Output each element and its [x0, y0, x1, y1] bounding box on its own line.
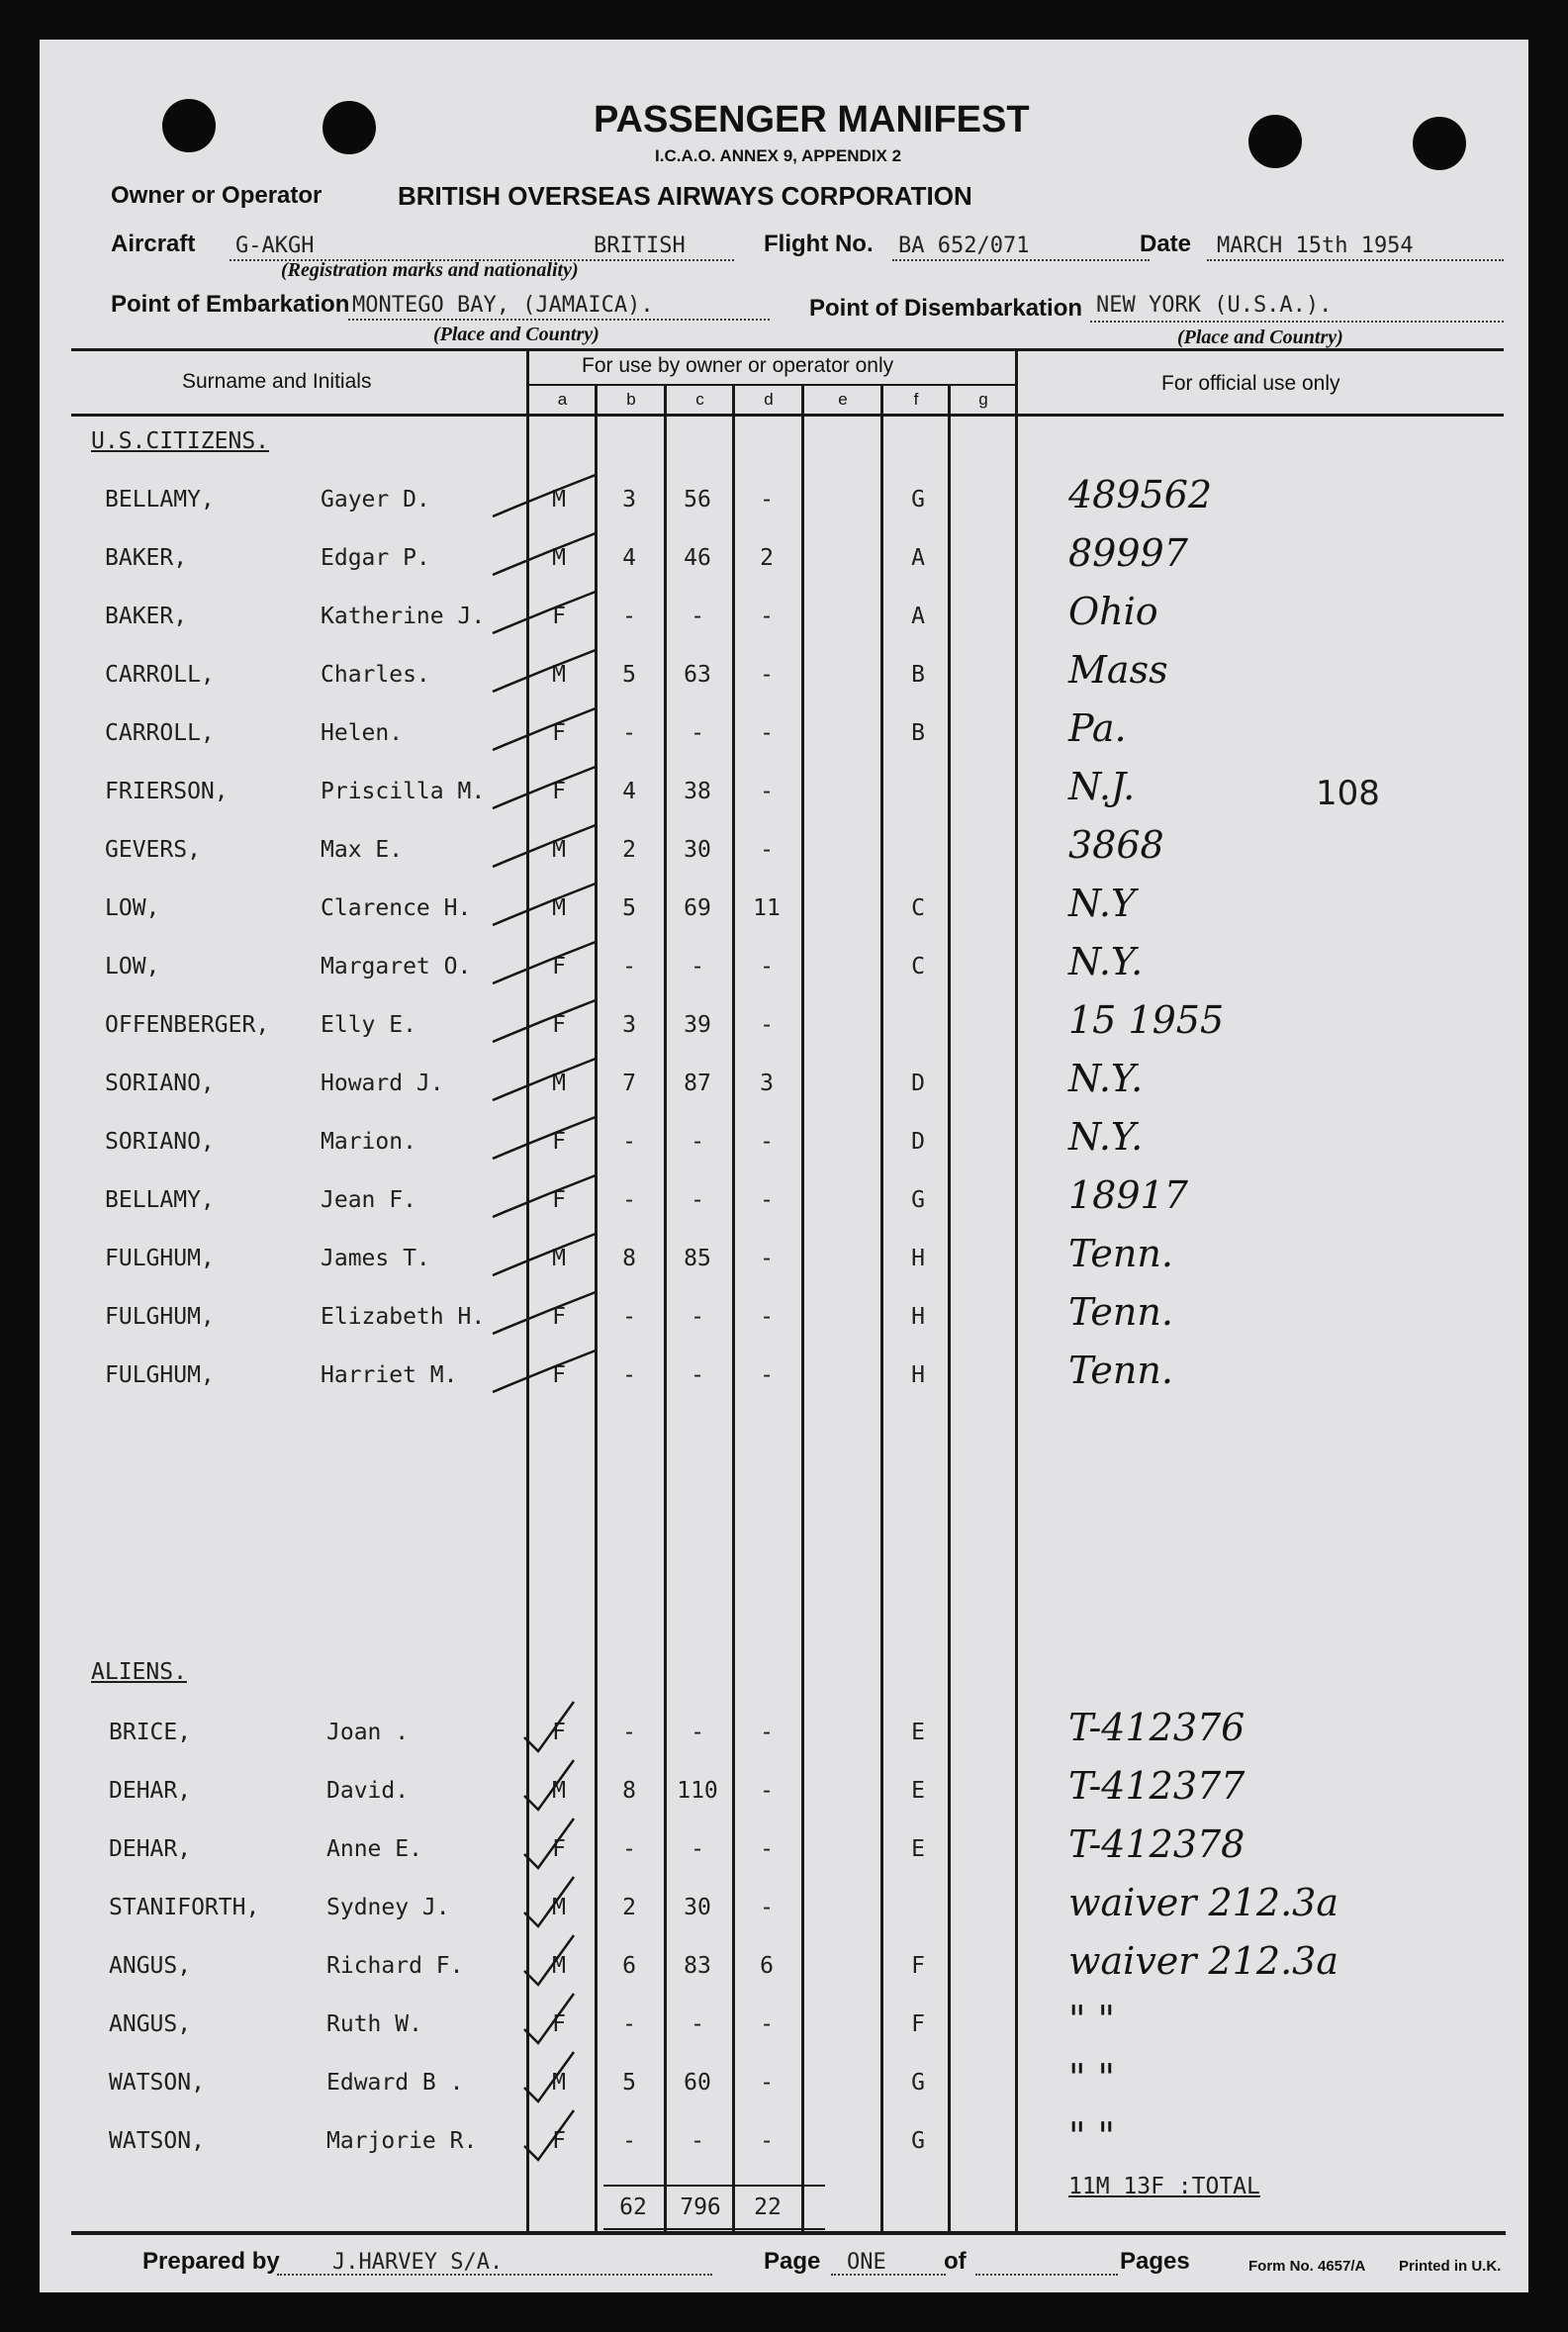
col-f: F [911, 2011, 925, 2037]
col-d: - [760, 1720, 774, 1745]
place-note-right: (Place and Country) [1177, 326, 1343, 348]
place-note-left: (Place and Country) [433, 324, 600, 345]
col-c: 39 [684, 1012, 711, 1038]
official-use-note: N.Y [1068, 882, 1136, 925]
section-us-citizens: U.S.CITIZENS. [91, 428, 270, 454]
col-c: - [691, 1304, 704, 1330]
col-b: 4 [622, 779, 636, 804]
check-mark-icon [485, 1107, 603, 1166]
col-a-sex: M [552, 1246, 566, 1271]
nationality-value: BRITISH [594, 233, 686, 258]
check-mark-icon [505, 2048, 623, 2107]
check-mark-icon [485, 1282, 603, 1342]
col-a-sex: F [552, 2128, 566, 2154]
surname: OFFENBERGER, [105, 1012, 270, 1038]
col-b: 2 [622, 1895, 636, 1920]
col-d: - [760, 954, 774, 979]
surname: BAKER, [105, 604, 188, 629]
col-a-sex: F [552, 1362, 566, 1388]
col-f: E [911, 1778, 925, 1804]
page-subtitle: I.C.A.O. ANNEX 9, APPENDIX 2 [655, 146, 902, 165]
col-d: - [760, 837, 774, 863]
col-c: - [691, 720, 704, 746]
col-b: - [622, 1129, 636, 1155]
official-use-note: T-412378 [1068, 1822, 1245, 1866]
check-mark-icon [505, 1873, 623, 1932]
official-use-note: " " [1068, 1998, 1116, 2041]
check-mark-icon [505, 1990, 623, 2049]
check-mark-icon [485, 932, 603, 991]
initials: Charles. [321, 662, 430, 688]
page-title: PASSENGER MANIFEST [594, 99, 1030, 140]
date-label: Date [1140, 231, 1192, 257]
official-use-note: N.Y. [1068, 940, 1144, 983]
col-a-sex: M [552, 2070, 566, 2096]
registration-note: (Registration marks and nationality) [281, 259, 579, 281]
col-f: C [911, 954, 925, 979]
flight-value: BA 652/071 [898, 233, 1030, 258]
col-a-sex: F [552, 604, 566, 629]
col-c: 69 [684, 895, 711, 921]
check-mark-icon [485, 1049, 603, 1108]
check-mark-icon [485, 523, 603, 583]
col-f: G [911, 487, 925, 513]
col-d: - [760, 604, 774, 629]
official-use-note: Tenn. [1068, 1232, 1173, 1275]
col-f: F [911, 1953, 925, 1979]
col-c: 30 [684, 1895, 711, 1920]
punch-hole-3 [1248, 115, 1302, 168]
col-f: A [911, 604, 925, 629]
embark-label: Point of Embarkation [111, 291, 350, 318]
col-d: - [760, 1304, 774, 1330]
col-line-g [948, 384, 951, 2232]
col-a-sex: M [552, 837, 566, 863]
surname: FRIERSON, [105, 779, 229, 804]
col-a-sex: F [552, 2011, 566, 2037]
col-f: G [911, 2128, 925, 2154]
col-b: 5 [622, 2070, 636, 2096]
prepared-value: J.HARVEY S/A. [332, 2250, 504, 2275]
total-d: 22 [754, 2194, 782, 2220]
col-c: 87 [684, 1071, 711, 1096]
official-use-note: T-412376 [1068, 1706, 1245, 1749]
official-use-note: Ohio [1068, 590, 1158, 633]
col-b: - [622, 1720, 636, 1745]
surname: FULGHUM, [105, 1362, 215, 1388]
col-a-sex: F [552, 1836, 566, 1862]
col-a-sex: F [552, 1304, 566, 1330]
col-d: - [760, 1187, 774, 1213]
col-d: - [760, 1836, 774, 1862]
col-f: A [911, 545, 925, 571]
initials: Harriet M. [321, 1362, 458, 1388]
section-aliens: ALIENS. [91, 1659, 187, 1685]
surname: SORIANO, [105, 1129, 215, 1155]
surname: BELLAMY, [105, 487, 215, 513]
col-a-sex: M [552, 1778, 566, 1804]
official-use-note: T-412377 [1068, 1764, 1245, 1808]
col-c: 63 [684, 662, 711, 688]
col-c: 30 [684, 837, 711, 863]
col-d: - [760, 2070, 774, 2096]
col-d: - [760, 2011, 774, 2037]
official-use-note: N.J. [1068, 765, 1136, 808]
col-line-e [801, 384, 804, 2232]
official-use-note: waiver 212.3a [1068, 1939, 1338, 1983]
initials: Priscilla M. [321, 779, 486, 804]
initials: Edgar P. [321, 545, 430, 571]
col-c: - [691, 1187, 704, 1213]
form-number: Form No. 4657/A [1248, 2258, 1366, 2275]
col-b: 2 [622, 837, 636, 863]
col-f: B [911, 720, 925, 746]
col-b: 5 [622, 662, 636, 688]
col-b: 8 [622, 1778, 636, 1804]
col-c: - [691, 2128, 704, 2154]
official-use-note: N.Y. [1068, 1057, 1144, 1100]
official-use-note: " " [1068, 2114, 1116, 2158]
initials: Ruth W. [326, 2011, 422, 2037]
col-a-sex: F [552, 1129, 566, 1155]
col-f: H [911, 1362, 925, 1388]
surname: ANGUS, [109, 1953, 192, 1979]
col-d: - [760, 1246, 774, 1271]
initials: Katherine J. [321, 604, 486, 629]
official-use-note: waiver 212.3a [1068, 1881, 1338, 1924]
check-mark-icon [505, 1756, 623, 1816]
surname: FULGHUM, [105, 1304, 215, 1330]
initials: Marion. [321, 1129, 416, 1155]
check-mark-icon [505, 2106, 623, 2166]
official-use-note: Pa. [1068, 706, 1127, 750]
col-a-sex: F [552, 1187, 566, 1213]
col-f: B [911, 662, 925, 688]
column-header-d: d [764, 390, 774, 409]
col-f: H [911, 1246, 925, 1271]
surname: LOW, [105, 895, 160, 921]
initials: Elly E. [321, 1012, 416, 1038]
col-b: - [622, 720, 636, 746]
check-mark-icon [485, 699, 603, 758]
check-mark-icon [485, 757, 603, 816]
margin-number: 108 [1316, 774, 1380, 813]
surname: CARROLL, [105, 720, 215, 746]
pages-label: Pages [1120, 2248, 1190, 2275]
page-value: ONE [847, 2250, 886, 2275]
col-b: - [622, 2011, 636, 2037]
check-mark-icon [485, 815, 603, 875]
initials: Sydney J. [326, 1895, 450, 1920]
owner-value: BRITISH OVERSEAS AIRWAYS CORPORATION [398, 181, 972, 211]
col-c: 85 [684, 1246, 711, 1271]
official-use-note: 15 1955 [1068, 998, 1225, 1042]
col-c: - [691, 1836, 704, 1862]
initials: Max E. [321, 837, 404, 863]
column-header-c: c [695, 390, 704, 409]
surname: CARROLL, [105, 662, 215, 688]
col-b: 3 [622, 1012, 636, 1038]
total-summary: 11M 13F :TOTAL [1068, 2174, 1260, 2199]
col-line-f [880, 384, 883, 2232]
total-c: 796 [680, 2194, 721, 2220]
col-a-sex: F [552, 720, 566, 746]
surname-header: Surname and Initials [182, 370, 372, 393]
disembark-label: Point of Disembarkation [809, 295, 1083, 322]
col-f: D [911, 1071, 925, 1096]
col-d: - [760, 1778, 774, 1804]
initials: David. [326, 1778, 410, 1804]
check-mark-icon [485, 1224, 603, 1283]
initials: Gayer D. [321, 487, 430, 513]
surname: FULGHUM, [105, 1246, 215, 1271]
col-line-official [1015, 348, 1018, 2232]
col-f: G [911, 1187, 925, 1213]
col-d: 6 [760, 1953, 774, 1979]
official-use-note: Mass [1068, 648, 1168, 692]
date-value: MARCH 15th 1954 [1217, 233, 1414, 258]
col-c: 38 [684, 779, 711, 804]
col-f: C [911, 895, 925, 921]
col-a-sex: F [552, 954, 566, 979]
printed-note: Printed in U.K. [1399, 2258, 1502, 2275]
official-use-note: 3868 [1068, 823, 1164, 867]
initials: Jean F. [321, 1187, 416, 1213]
surname: LOW, [105, 954, 160, 979]
col-a-sex: M [552, 1071, 566, 1096]
column-header-a: a [557, 390, 568, 409]
check-mark-icon [485, 640, 603, 700]
col-c: - [691, 604, 704, 629]
column-header-f: f [913, 390, 919, 409]
col-a-sex: M [552, 895, 566, 921]
col-d: - [760, 1362, 774, 1388]
initials: Helen. [321, 720, 404, 746]
col-b: - [622, 1362, 636, 1388]
surname: STANIFORTH, [109, 1895, 260, 1920]
punch-hole-4 [1413, 117, 1466, 170]
initials: Clarence H. [321, 895, 472, 921]
col-a-sex: M [552, 1895, 566, 1920]
col-b: 6 [622, 1953, 636, 1979]
col-c: - [691, 2011, 704, 2037]
surname: DEHAR, [109, 1836, 192, 1862]
flight-label: Flight No. [764, 231, 874, 257]
check-mark-icon [505, 1698, 623, 1757]
surname: GEVERS, [105, 837, 201, 863]
check-mark-icon [485, 990, 603, 1050]
surname: BAKER, [105, 545, 188, 571]
col-a-sex: M [552, 545, 566, 571]
official-use-note: Tenn. [1068, 1349, 1173, 1392]
col-f: E [911, 1836, 925, 1862]
column-header-g: g [978, 390, 988, 409]
col-c: - [691, 954, 704, 979]
initials: Elizabeth H. [321, 1304, 486, 1330]
official-use-note: N.Y. [1068, 1115, 1144, 1159]
col-c: - [691, 1720, 704, 1745]
initials: Marjorie R. [326, 2128, 478, 2154]
col-b: - [622, 1304, 636, 1330]
surname: DEHAR, [109, 1778, 192, 1804]
embark-value: MONTEGO BAY, (JAMAICA). [352, 293, 654, 318]
official-use-note: " " [1068, 2056, 1116, 2099]
col-a-sex: M [552, 487, 566, 513]
col-f: H [911, 1304, 925, 1330]
column-header-b: b [626, 390, 636, 409]
initials: Anne E. [326, 1836, 422, 1862]
col-d: - [760, 1129, 774, 1155]
col-a-sex: F [552, 779, 566, 804]
official-header: For official use only [1161, 372, 1340, 395]
col-a-sex: M [552, 1953, 566, 1979]
col-line-d [732, 384, 735, 2232]
owner-use-header: For use by owner or operator only [582, 354, 894, 377]
col-b: 7 [622, 1071, 636, 1096]
official-use-note: Tenn. [1068, 1290, 1173, 1334]
surname: SORIANO, [105, 1071, 215, 1096]
col-a-sex: F [552, 1012, 566, 1038]
col-d: - [760, 720, 774, 746]
col-line-c [664, 384, 667, 2232]
col-d: 2 [760, 545, 774, 571]
col-d: - [760, 779, 774, 804]
col-b: - [622, 1836, 636, 1862]
surname: ANGUS, [109, 2011, 192, 2037]
col-c: 46 [684, 545, 711, 571]
total-b: 62 [619, 2194, 647, 2220]
col-b: 4 [622, 545, 636, 571]
surname: BELLAMY, [105, 1187, 215, 1213]
col-b: 5 [622, 895, 636, 921]
check-mark-icon [485, 874, 603, 933]
column-header-e: e [838, 390, 848, 409]
aircraft-value: G-AKGH [235, 233, 315, 258]
col-d: - [760, 1012, 774, 1038]
col-c: 110 [677, 1778, 718, 1804]
check-mark-icon [485, 465, 603, 524]
col-f: E [911, 1720, 925, 1745]
col-d: 3 [760, 1071, 774, 1096]
col-b: - [622, 1187, 636, 1213]
col-d: 11 [753, 895, 781, 921]
col-d: - [760, 1895, 774, 1920]
col-d: - [760, 487, 774, 513]
punch-hole-1 [162, 99, 216, 152]
col-c: - [691, 1362, 704, 1388]
col-f: G [911, 2070, 925, 2096]
col-a-sex: F [552, 1720, 566, 1745]
official-use-note: 89997 [1068, 531, 1188, 575]
of-label: of [944, 2248, 967, 2275]
surname: WATSON, [109, 2128, 205, 2154]
check-mark-icon [485, 1341, 603, 1400]
official-use-note: 489562 [1068, 473, 1213, 516]
surname: WATSON, [109, 2070, 205, 2096]
check-mark-icon [485, 582, 603, 641]
owner-label: Owner or Operator [111, 182, 323, 209]
col-b: - [622, 2128, 636, 2154]
page-label: Page [764, 2248, 821, 2275]
disembark-value: NEW YORK (U.S.A.). [1096, 293, 1333, 318]
col-c: 56 [684, 487, 711, 513]
prepared-label: Prepared by [142, 2248, 280, 2275]
initials: James T. [321, 1246, 430, 1271]
official-use-note: 18917 [1068, 1173, 1188, 1217]
col-c: - [691, 1129, 704, 1155]
initials: Joan . [326, 1720, 410, 1745]
initials: Edward B . [326, 2070, 464, 2096]
col-c: 60 [684, 2070, 711, 2096]
initials: Richard F. [326, 1953, 464, 1979]
col-c: 83 [684, 1953, 711, 1979]
punch-hole-2 [323, 101, 376, 154]
check-mark-icon [505, 1815, 623, 1874]
check-mark-icon [505, 1931, 623, 1991]
col-b: 3 [622, 487, 636, 513]
col-d: - [760, 662, 774, 688]
col-b: - [622, 954, 636, 979]
col-b: - [622, 604, 636, 629]
check-mark-icon [485, 1166, 603, 1225]
initials: Howard J. [321, 1071, 444, 1096]
surname: BRICE, [109, 1720, 192, 1745]
col-f: D [911, 1129, 925, 1155]
col-d: - [760, 2128, 774, 2154]
col-a-sex: M [552, 662, 566, 688]
aircraft-label: Aircraft [111, 231, 196, 257]
col-b: 8 [622, 1246, 636, 1271]
initials: Margaret O. [321, 954, 472, 979]
manifest-sheet [40, 40, 1528, 2292]
